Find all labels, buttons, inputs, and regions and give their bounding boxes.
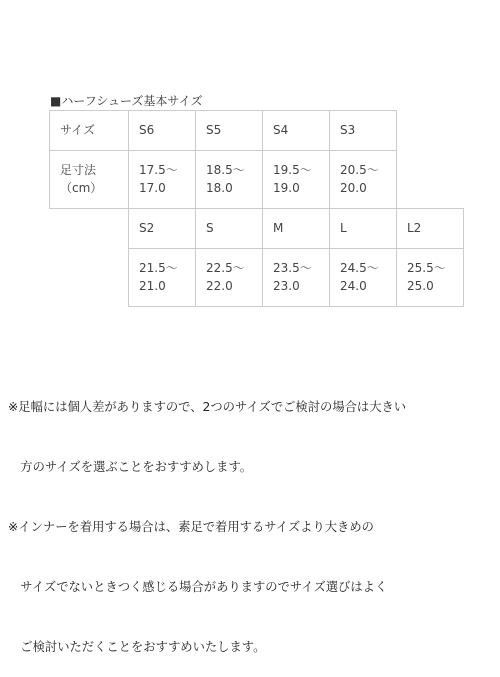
foot-length-row — [129, 249, 464, 307]
range-min: 20.0 — [340, 181, 367, 195]
range-cell — [263, 151, 330, 209]
range-min: 23.0 — [273, 279, 300, 293]
range-max: 18.5〜 — [206, 163, 245, 177]
range-max: 21.5〜 — [139, 261, 178, 275]
range-max: 19.5〜 — [273, 163, 312, 177]
size-cell: M — [263, 209, 330, 249]
range-min: 18.0 — [206, 181, 233, 195]
note-line: ご検討いただくことをおすすめいたします。 — [8, 640, 266, 654]
range-cell — [330, 151, 397, 209]
note-line: サイズでないときつく感じる場合がありますのでサイズ選びはよく — [8, 580, 388, 594]
range-min: 22.0 — [206, 279, 233, 293]
size-cell: S3 — [330, 111, 397, 151]
range-min: 24.0 — [340, 279, 367, 293]
size-cell: S6 — [129, 111, 196, 151]
size-table-large — [128, 208, 464, 307]
range-min: 25.0 — [407, 279, 434, 293]
foot-length-row — [50, 151, 397, 209]
size-chart-title: ■ハーフシューズ基本サイズ — [50, 94, 203, 108]
range-min: 17.0 — [139, 181, 166, 195]
range-cell — [196, 249, 263, 307]
size-cell: S — [196, 209, 263, 249]
size-cell: L2 — [397, 209, 464, 249]
size-table-small — [49, 110, 397, 209]
range-max: 22.5〜 — [206, 261, 245, 275]
range-min: 19.0 — [273, 181, 300, 195]
size-cell: S5 — [196, 111, 263, 151]
note-line: ※インナーを着用する場合は、素足で着用するサイズより大きめの — [8, 520, 374, 534]
range-max: 25.5〜 — [407, 261, 446, 275]
range-cell — [129, 151, 196, 209]
range-max: 24.5〜 — [340, 261, 379, 275]
note-line: 方のサイズを選ぶことをおすすめします。 — [8, 460, 253, 474]
foot-length-label-line1: 足寸法 — [60, 163, 97, 177]
range-max: 20.5〜 — [340, 163, 379, 177]
range-cell — [196, 151, 263, 209]
size-row — [129, 209, 464, 249]
size-cell: L — [330, 209, 397, 249]
size-notes — [8, 357, 406, 677]
size-cell: S4 — [263, 111, 330, 151]
range-cell — [129, 249, 196, 307]
range-cell — [397, 249, 464, 307]
size-row — [50, 111, 397, 151]
size-cell: S2 — [129, 209, 196, 249]
range-cell — [330, 249, 397, 307]
size-row-label: サイズ — [50, 111, 129, 151]
range-max: 23.5〜 — [273, 261, 312, 275]
range-cell — [263, 249, 330, 307]
range-max: 17.5〜 — [139, 163, 178, 177]
note-line: ※足幅には個人差がありますので、2つのサイズでご検討の場合は大きい — [8, 400, 407, 414]
foot-length-label — [50, 151, 129, 209]
foot-length-label-line2: （cm） — [60, 181, 103, 195]
range-min: 21.0 — [139, 279, 166, 293]
